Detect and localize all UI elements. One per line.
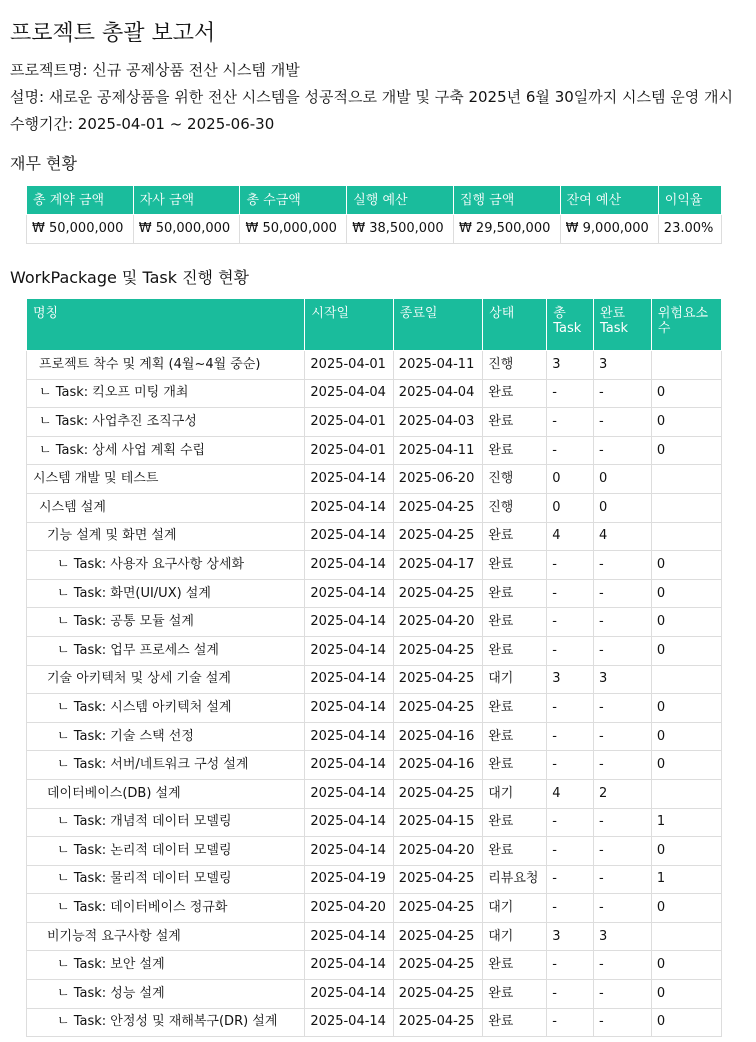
row-done-task: -	[593, 551, 651, 580]
row-total-task: -	[547, 694, 594, 723]
row-end-date: 2025-04-25	[393, 951, 482, 980]
row-done-task: 4	[593, 522, 651, 551]
table-row	[27, 665, 722, 694]
row-start-date: 2025-04-04	[305, 379, 393, 408]
row-done-task: -	[593, 808, 651, 837]
header-status: 상태	[483, 299, 547, 351]
table-row	[27, 751, 722, 780]
row-status: 완료	[483, 608, 547, 637]
row-end-date: 2025-04-16	[393, 751, 482, 780]
table-row	[27, 608, 722, 637]
row-start-date: 2025-04-20	[305, 894, 393, 923]
row-start-date: 2025-04-14	[305, 493, 393, 522]
row-start-date: 2025-04-14	[305, 922, 393, 951]
row-status: 완료	[483, 694, 547, 723]
row-start-date: 2025-04-14	[305, 951, 393, 980]
finance-value-row	[27, 215, 722, 244]
row-risk-count: 0	[651, 980, 721, 1009]
row-risk-count: 0	[651, 551, 721, 580]
row-done-task: -	[593, 894, 651, 923]
row-start-date: 2025-04-01	[305, 436, 393, 465]
row-end-date: 2025-04-25	[393, 636, 482, 665]
row-name: ㄴ Task: 기술 스택 선정	[27, 722, 305, 751]
row-name: ㄴ Task: 상세 사업 계획 수립	[27, 436, 305, 465]
row-risk-count: 0	[651, 436, 721, 465]
row-name: ㄴ Task: 업무 프로세스 설계	[27, 636, 305, 665]
finance-header-cell: 집행 금액	[453, 186, 560, 215]
row-done-task: -	[593, 722, 651, 751]
row-start-date: 2025-04-14	[305, 522, 393, 551]
row-total-task: 3	[547, 665, 594, 694]
row-risk-count: 0	[651, 608, 721, 637]
row-name: 기술 아키텍처 및 상세 기술 설계	[27, 665, 305, 694]
row-start-date: 2025-04-14	[305, 980, 393, 1009]
finance-header-row	[27, 186, 722, 215]
row-end-date: 2025-04-25	[393, 522, 482, 551]
finance-value-cell: ₩ 50,000,000	[27, 215, 134, 244]
finance-table	[26, 185, 722, 244]
finance-heading: 재무 현황	[10, 154, 77, 173]
table-row	[27, 493, 722, 522]
row-start-date: 2025-04-14	[305, 465, 393, 494]
table-row	[27, 980, 722, 1009]
row-start-date: 2025-04-01	[305, 351, 393, 380]
row-start-date: 2025-04-14	[305, 808, 393, 837]
row-total-task: -	[547, 837, 594, 866]
header-risk: 위험요소 수	[651, 299, 721, 351]
row-total-task: 0	[547, 493, 594, 522]
row-status: 대기	[483, 894, 547, 923]
finance-header-cell: 총 계약 금액	[27, 186, 134, 215]
row-total-task: 0	[547, 465, 594, 494]
table-row	[27, 922, 722, 951]
row-risk-count	[651, 465, 721, 494]
row-start-date: 2025-04-14	[305, 837, 393, 866]
row-end-date: 2025-04-25	[393, 779, 482, 808]
row-done-task: -	[593, 751, 651, 780]
row-done-task: -	[593, 436, 651, 465]
row-risk-count: 0	[651, 837, 721, 866]
row-status: 완료	[483, 522, 547, 551]
row-risk-count: 0	[651, 894, 721, 923]
table-row	[27, 722, 722, 751]
row-status: 완료	[483, 980, 547, 1009]
finance-header-cell: 실행 예산	[347, 186, 454, 215]
finance-value-cell: ₩ 50,000,000	[240, 215, 347, 244]
row-start-date: 2025-04-14	[305, 579, 393, 608]
finance-value-cell: 23.00%	[658, 215, 721, 244]
workpackage-header-row	[27, 299, 722, 351]
row-name: ㄴ Task: 안정성 및 재해복구(DR) 설계	[27, 1008, 305, 1037]
row-start-date: 2025-04-14	[305, 694, 393, 723]
table-row	[27, 865, 722, 894]
row-risk-count	[651, 493, 721, 522]
row-start-date: 2025-04-14	[305, 665, 393, 694]
row-status: 완료	[483, 408, 547, 437]
row-name: ㄴ Task: 시스템 아키텍처 설계	[27, 694, 305, 723]
finance-value-cell: ₩ 50,000,000	[133, 215, 240, 244]
row-status: 대기	[483, 922, 547, 951]
row-risk-count: 1	[651, 865, 721, 894]
finance-header-cell: 이익율	[658, 186, 721, 215]
row-status: 완료	[483, 751, 547, 780]
row-done-task: -	[593, 980, 651, 1009]
row-name: ㄴ Task: 물리적 데이터 모델링	[27, 865, 305, 894]
row-total-task: -	[547, 865, 594, 894]
table-row	[27, 779, 722, 808]
row-end-date: 2025-04-20	[393, 608, 482, 637]
row-name: ㄴ Task: 화면(UI/UX) 설계	[27, 579, 305, 608]
table-row	[27, 894, 722, 923]
row-risk-count	[651, 522, 721, 551]
row-risk-count: 0	[651, 751, 721, 780]
row-total-task: -	[547, 608, 594, 637]
row-done-task: 3	[593, 922, 651, 951]
workpackage-table	[26, 298, 722, 1037]
row-status: 진행	[483, 351, 547, 380]
project-name-line: 프로젝트명: 신규 공제상품 전산 시스템 개발	[10, 61, 300, 79]
row-name: 데이터베이스(DB) 설계	[27, 779, 305, 808]
table-row	[27, 808, 722, 837]
finance-value-cell: ₩ 38,500,000	[347, 215, 454, 244]
row-start-date: 2025-04-14	[305, 751, 393, 780]
row-done-task: -	[593, 837, 651, 866]
table-row	[27, 436, 722, 465]
table-row	[27, 951, 722, 980]
row-done-task: -	[593, 1008, 651, 1037]
row-risk-count: 0	[651, 1008, 721, 1037]
row-status: 완료	[483, 379, 547, 408]
row-name: ㄴ Task: 공통 모듈 설계	[27, 608, 305, 637]
row-end-date: 2025-04-04	[393, 379, 482, 408]
page-title: 프로젝트 총괄 보고서	[10, 21, 216, 46]
description-line: 설명: 새로운 공제상품을 위한 전산 시스템을 성공적으로 개발 및 구축 2025년 6월 30일까지 시스템 운영 개시	[10, 88, 733, 106]
header-end: 종료일	[393, 299, 482, 351]
period-line: 수행기간: 2025-04-01 ~ 2025-06-30	[10, 115, 275, 133]
row-end-date: 2025-04-11	[393, 436, 482, 465]
table-row	[27, 636, 722, 665]
row-name: ㄴ Task: 사용자 요구사항 상세화	[27, 551, 305, 580]
table-row	[27, 465, 722, 494]
row-name: 시스템 설계	[27, 493, 305, 522]
row-end-date: 2025-04-25	[393, 694, 482, 723]
row-done-task: -	[593, 636, 651, 665]
row-name: ㄴ Task: 보안 설계	[27, 951, 305, 980]
row-start-date: 2025-04-14	[305, 779, 393, 808]
row-risk-count: 0	[651, 636, 721, 665]
row-risk-count: 0	[651, 579, 721, 608]
row-end-date: 2025-04-25	[393, 980, 482, 1009]
row-end-date: 2025-04-25	[393, 865, 482, 894]
row-total-task: 4	[547, 779, 594, 808]
row-end-date: 2025-04-17	[393, 551, 482, 580]
row-end-date: 2025-04-03	[393, 408, 482, 437]
row-status: 완료	[483, 808, 547, 837]
row-done-task: -	[593, 579, 651, 608]
row-total-task: -	[547, 379, 594, 408]
row-risk-count: 0	[651, 722, 721, 751]
row-start-date: 2025-04-14	[305, 1008, 393, 1037]
table-row	[27, 579, 722, 608]
row-done-task: 0	[593, 465, 651, 494]
finance-value-cell: ₩ 29,500,000	[453, 215, 560, 244]
table-row	[27, 551, 722, 580]
row-done-task: 2	[593, 779, 651, 808]
row-risk-count	[651, 922, 721, 951]
table-row	[27, 522, 722, 551]
row-end-date: 2025-04-25	[393, 665, 482, 694]
row-status: 진행	[483, 465, 547, 494]
row-end-date: 2025-04-16	[393, 722, 482, 751]
finance-header-cell: 총 수금액	[240, 186, 347, 215]
row-risk-count: 1	[651, 808, 721, 837]
row-risk-count	[651, 779, 721, 808]
row-status: 완료	[483, 722, 547, 751]
row-risk-count	[651, 351, 721, 380]
row-status: 완료	[483, 951, 547, 980]
row-done-task: -	[593, 865, 651, 894]
row-done-task: -	[593, 408, 651, 437]
row-done-task: -	[593, 379, 651, 408]
row-done-task: -	[593, 608, 651, 637]
table-row	[27, 408, 722, 437]
row-total-task: 3	[547, 922, 594, 951]
row-done-task: 3	[593, 351, 651, 380]
row-start-date: 2025-04-14	[305, 722, 393, 751]
row-total-task: -	[547, 751, 594, 780]
table-row	[27, 351, 722, 380]
row-end-date: 2025-06-20	[393, 465, 482, 494]
row-end-date: 2025-04-25	[393, 894, 482, 923]
row-end-date: 2025-04-25	[393, 922, 482, 951]
row-total-task: 3	[547, 351, 594, 380]
row-name: ㄴ Task: 서버/네트워크 구성 설계	[27, 751, 305, 780]
workpackage-heading: WorkPackage 및 Task 진행 현황	[10, 268, 249, 287]
row-status: 완료	[483, 1008, 547, 1037]
row-total-task: -	[547, 894, 594, 923]
finance-header-cell: 잔여 예산	[560, 186, 658, 215]
row-done-task: 3	[593, 665, 651, 694]
row-end-date: 2025-04-25	[393, 493, 482, 522]
row-total-task: -	[547, 436, 594, 465]
row-status: 완료	[483, 837, 547, 866]
row-start-date: 2025-04-19	[305, 865, 393, 894]
row-risk-count: 0	[651, 408, 721, 437]
table-row	[27, 837, 722, 866]
row-status: 대기	[483, 665, 547, 694]
row-start-date: 2025-04-14	[305, 551, 393, 580]
table-row	[27, 379, 722, 408]
row-end-date: 2025-04-20	[393, 837, 482, 866]
row-risk-count: 0	[651, 379, 721, 408]
row-total-task: -	[547, 1008, 594, 1037]
header-start: 시작일	[305, 299, 393, 351]
row-risk-count	[651, 665, 721, 694]
row-end-date: 2025-04-25	[393, 579, 482, 608]
row-total-task: -	[547, 980, 594, 1009]
row-risk-count: 0	[651, 694, 721, 723]
row-done-task: -	[593, 951, 651, 980]
row-status: 진행	[483, 493, 547, 522]
header-done-task: 완료 Task	[593, 299, 651, 351]
row-name: ㄴ Task: 개념적 데이터 모델링	[27, 808, 305, 837]
row-done-task: -	[593, 694, 651, 723]
finance-header-cell: 자사 금액	[133, 186, 240, 215]
row-start-date: 2025-04-14	[305, 608, 393, 637]
row-total-task: -	[547, 579, 594, 608]
row-name: ㄴ Task: 킥오프 미팅 개최	[27, 379, 305, 408]
row-end-date: 2025-04-11	[393, 351, 482, 380]
row-start-date: 2025-04-14	[305, 636, 393, 665]
row-name: ㄴ Task: 사업추진 조직구성	[27, 408, 305, 437]
header-name: 명칭	[27, 299, 305, 351]
row-name: 시스템 개발 및 테스트	[27, 465, 305, 494]
row-name: ㄴ Task: 논리적 데이터 모델링	[27, 837, 305, 866]
row-total-task: -	[547, 408, 594, 437]
row-status: 완료	[483, 436, 547, 465]
row-name: 프로젝트 착수 및 계획 (4월~4월 중순)	[27, 351, 305, 380]
finance-value-cell: ₩ 9,000,000	[560, 215, 658, 244]
row-total-task: -	[547, 951, 594, 980]
row-total-task: -	[547, 551, 594, 580]
row-total-task: 4	[547, 522, 594, 551]
row-name: 비기능적 요구사항 설계	[27, 922, 305, 951]
row-risk-count: 0	[651, 951, 721, 980]
row-status: 완료	[483, 579, 547, 608]
table-row	[27, 1008, 722, 1037]
row-name: 기능 설계 및 화면 설계	[27, 522, 305, 551]
row-total-task: -	[547, 808, 594, 837]
header-total-task: 총 Task	[547, 299, 594, 351]
row-status: 완료	[483, 551, 547, 580]
row-status: 대기	[483, 779, 547, 808]
row-total-task: -	[547, 722, 594, 751]
row-name: ㄴ Task: 성능 설계	[27, 980, 305, 1009]
row-start-date: 2025-04-01	[305, 408, 393, 437]
row-end-date: 2025-04-25	[393, 1008, 482, 1037]
row-end-date: 2025-04-15	[393, 808, 482, 837]
table-row	[27, 694, 722, 723]
row-status: 완료	[483, 636, 547, 665]
row-status: 리뷰요청	[483, 865, 547, 894]
row-done-task: 0	[593, 493, 651, 522]
row-name: ㄴ Task: 데이터베이스 정규화	[27, 894, 305, 923]
workpackage-body	[27, 351, 722, 1037]
row-total-task: -	[547, 636, 594, 665]
